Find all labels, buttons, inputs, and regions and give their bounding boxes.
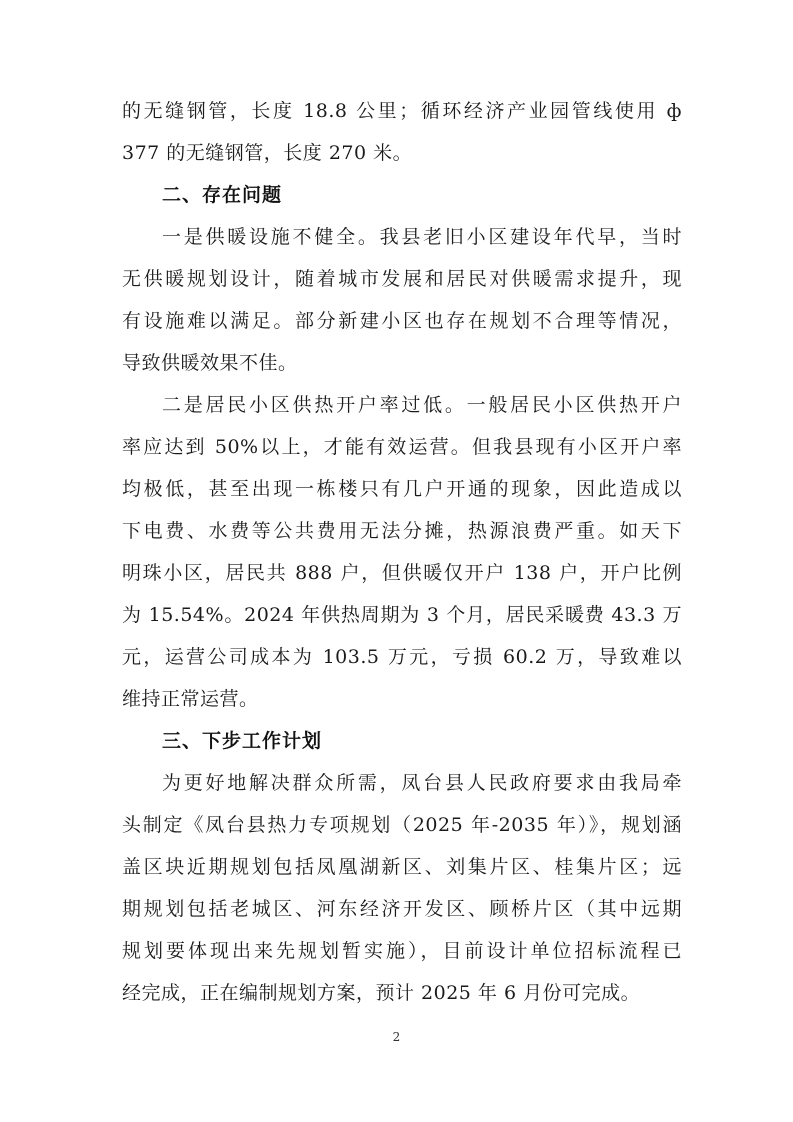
paragraph-heating-facilities — [122, 216, 682, 384]
paragraph-line: 下电费、水费等公共费用无法分摊，热源浪费严重。如天下 — [122, 520, 682, 542]
paragraph-line: 盖区块近期规划包括凤凰湖新区、刘集片区、桂集片区；远 — [122, 856, 682, 878]
paragraph-line: 均极低，甚至出现一栋楼只有几户开通的现象，因此造成以 — [122, 478, 682, 500]
paragraph-line: 维持正常运营。 — [122, 688, 259, 710]
paragraph-line: 为 15.54%。2024 年供热周期为 3 个月，居民采暖费 43.3 万 — [122, 604, 682, 626]
section-heading-work-plan: 三、下步工作计划 — [162, 730, 323, 752]
paragraph-household-rate — [122, 384, 682, 720]
paragraph-line: 率应达到 50%以上，才能有效运营。但我县现有小区开户率 — [122, 436, 682, 458]
paragraph-line: 规划要体现出来先规划暂实施），目前设计单位招标流程已 — [122, 940, 682, 962]
continued-paragraph — [122, 90, 682, 174]
paragraph-line: 二是居民小区供热开户率过低。一般居民小区供热开户 — [162, 394, 682, 416]
paragraph-line: 头制定《凤台县热力专项规划（2025 年-2035 年）》，规划涵 — [122, 814, 682, 836]
paragraph-heating-plan — [122, 762, 682, 1014]
paragraph-line: 有设施难以满足。部分新建小区也存在规划不合理等情况， — [122, 310, 682, 332]
paragraph-line: 导致供暖效果不佳。 — [122, 352, 298, 374]
paragraph-line: 无供暖规划设计，随着城市发展和居民对供暖需求提升，现 — [122, 268, 682, 290]
paragraph-line: 经完成，正在编制规划方案，预计 2025 年 6 月份可完成。 — [122, 982, 641, 1004]
paragraph-line: 明珠小区，居民共 888 户，但供暖仅开户 138 户，开户比例 — [122, 562, 682, 584]
paragraph-line: 为更好地解决群众所需，凤台县人民政府要求由我局牵 — [162, 772, 682, 794]
paragraph-line: 一是供暖设施不健全。我县老旧小区建设年代早，当时 — [162, 226, 682, 248]
paragraph-line: 的无缝钢管，长度 18.8 公里；循环经济产业园管线使用 ф — [122, 100, 682, 122]
section-heading-problems: 二、存在问题 — [162, 184, 283, 206]
page-number: 2 — [392, 1030, 401, 1044]
paragraph-line: 期规划包括老城区、河东经济开发区、顾桥片区（其中远期 — [122, 898, 682, 920]
paragraph-line: 377 的无缝钢管，长度 270 米。 — [122, 142, 413, 164]
document-body — [122, 90, 682, 1014]
paragraph-line: 元，运营公司成本为 103.5 万元，亏损 60.2 万，导致难以 — [122, 646, 682, 668]
